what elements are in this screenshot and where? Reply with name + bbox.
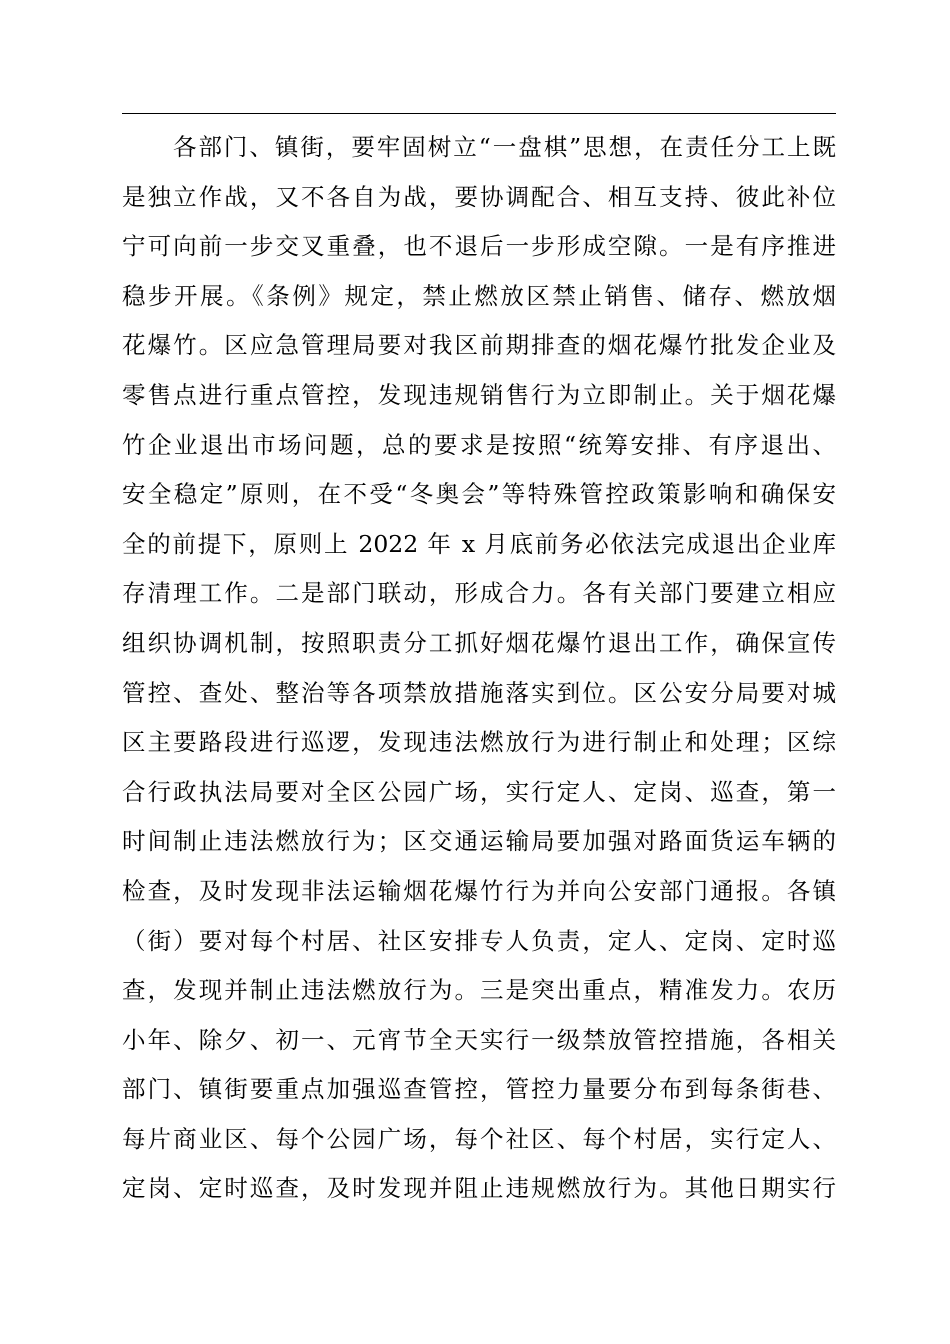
text-line: 零售点进行重点管控，发现违规销售行为立即制止。关于烟花爆 — [122, 380, 836, 409]
text-line: 时间制止违法燃放行为；区交通运输局要加强对路面货运车辆的 — [122, 827, 836, 856]
text-line: 每片商业区、每个公园广场，每个社区、每个村居，实行定人、 — [122, 1124, 836, 1153]
text-line: 定岗、定时巡查，及时发现并阻止违规燃放行为。其他日期实行 — [122, 1174, 836, 1203]
body-paragraph — [122, 123, 836, 1214]
text-line: 区主要路段进行巡逻，发现违法燃放行为进行制止和处理；区综 — [122, 728, 836, 757]
text-line: 花爆竹。区应急管理局要对我区前期排查的烟花爆竹批发企业及 — [122, 331, 836, 360]
text-line: 稳步开展。《条例》规定，禁止燃放区禁止销售、储存、燃放烟 — [122, 281, 836, 310]
text-line: 合行政执法局要对全区公园广场，实行定人、定岗、巡查，第一 — [122, 777, 836, 806]
text-line: （街）要对每个村居、社区安排专人负责，定人、定岗、定时巡 — [122, 926, 836, 955]
text-line: 竹企业退出市场问题，总的要求是按照“统筹安排、有序退出、 — [122, 430, 836, 459]
text-line: 查，发现并制止违法燃放行为。三是突出重点，精准发力。农历 — [122, 976, 836, 1005]
text-line: 安全稳定”原则，在不受“冬奥会”等特殊管控政策影响和确保安 — [122, 480, 836, 509]
text-line: 小年、除夕、初一、元宵节全天实行一级禁放管控措施，各相关 — [122, 1025, 836, 1054]
text-line: 检查，及时发现非法运输烟花爆竹行为并向公安部门通报。各镇 — [122, 876, 836, 905]
text-line: 组织协调机制，按照职责分工抓好烟花爆竹退出工作，确保宣传 — [122, 628, 836, 657]
text-line: 是独立作战，又不各自为战，要协调配合、相互支持、彼此补位 — [122, 182, 836, 211]
text-line: 各部门、镇街，要牢固树立“一盘棋”思想，在责任分工上既 — [122, 133, 836, 161]
text-line: 存清理工作。二是部门联动，形成合力。各有关部门要建立相应 — [122, 579, 836, 608]
header-rule — [122, 113, 836, 114]
text-line: 全的前提下，原则上 2022 年 x 月底前务必依法完成退出企业库 — [122, 529, 836, 558]
text-line: 宁可向前一步交叉重叠，也不退后一步形成空隙。一是有序推进 — [122, 232, 836, 261]
text-line: 管控、查处、整治等各项禁放措施落实到位。区公安分局要对城 — [122, 678, 836, 707]
text-line: 部门、镇街要重点加强巡查管控，管控力量要分布到每条街巷、 — [122, 1075, 836, 1104]
